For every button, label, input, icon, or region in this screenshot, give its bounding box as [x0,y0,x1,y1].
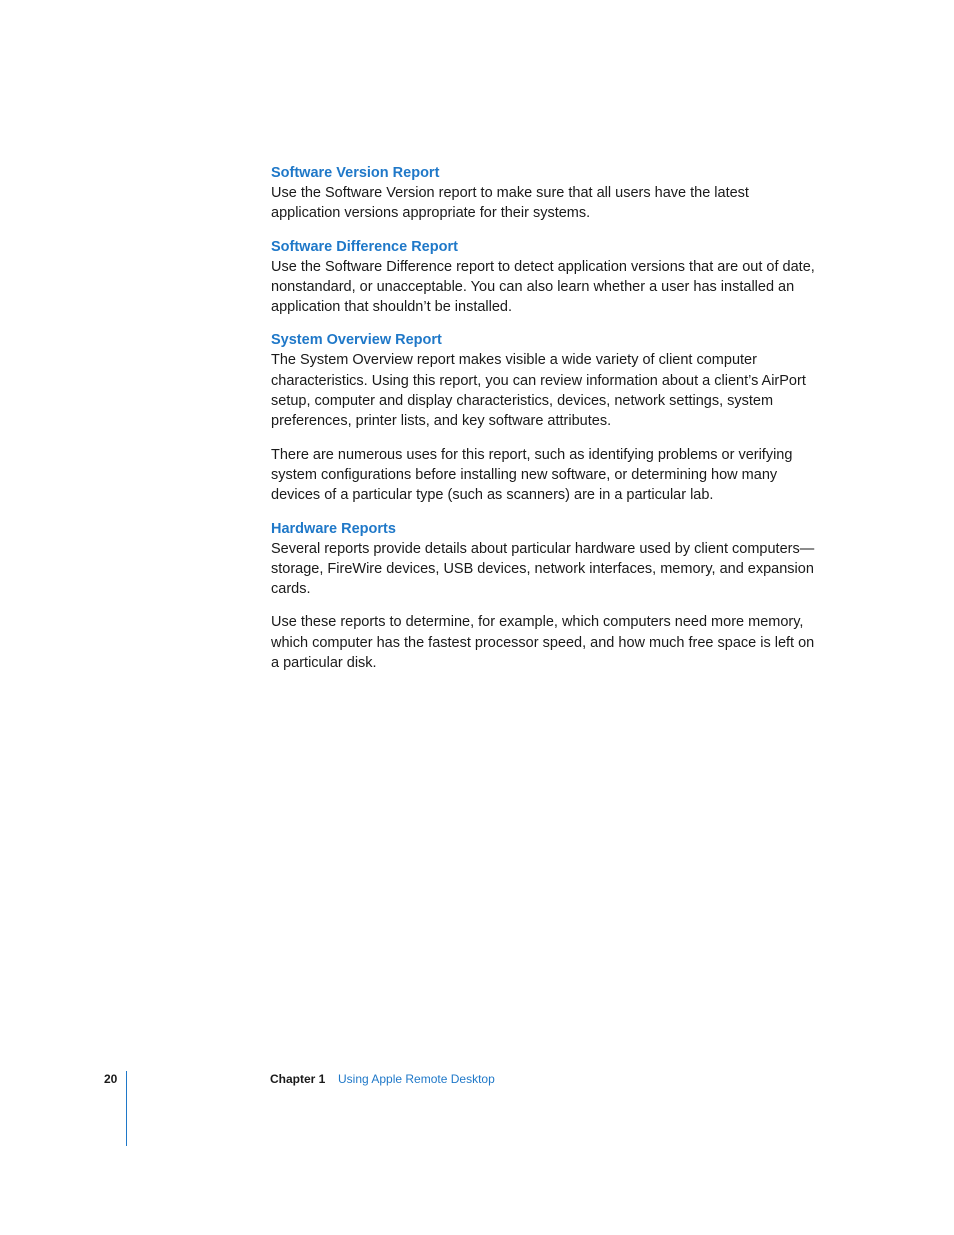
page-body [271,163,821,686]
chapter-title: Using Apple Remote Desktop [338,1072,495,1086]
section-system-overview [271,330,821,505]
paragraph: The System Overview report makes visible a wide variety of client computer characteristics. Using this report, you can review information about a client’s AirPort setup, computer and display characteristics, devices, network settings, system preferences, printer lists, and key software attributes. [271,352,806,430]
section-software-difference [271,237,821,318]
section-heading: Hardware Reports [271,520,396,537]
paragraph: There are numerous uses for this report, such as identifying problems or verifying system configurations before installing new software, or determining how many devices of a particular type (such as scanners) are in a particular lab. [271,446,793,504]
section-heading: Software Version Report [271,165,440,181]
paragraph: Several reports provide details about particular hardware used by client computers—storage, FireWire devices, USB devices, network interfaces, memory, and expansion cards. [271,540,815,598]
section-software-version [271,163,821,224]
paragraph: Use these reports to determine, for example, which computers need more memory, which computer has the fastest processor speed, and how much free space is left on a particular disk. [271,614,815,672]
section-heading: System Overview Report [271,332,442,349]
paragraph: Use the Software Version report to make sure that all users have the latest application versions appropriate for their systems. [271,185,749,222]
page-number: 20 [104,1072,118,1086]
chapter-label: Chapter 1 [270,1072,326,1086]
section-hardware-reports [271,519,821,674]
footer-divider [126,1071,127,1146]
paragraph: Use the Software Difference report to detect application versions that are out of date, nonstandard, or unacceptable. You can also learn whether a user has installed an application that shouldn’t be installed. [271,258,815,316]
section-heading: Software Difference Report [271,238,458,255]
